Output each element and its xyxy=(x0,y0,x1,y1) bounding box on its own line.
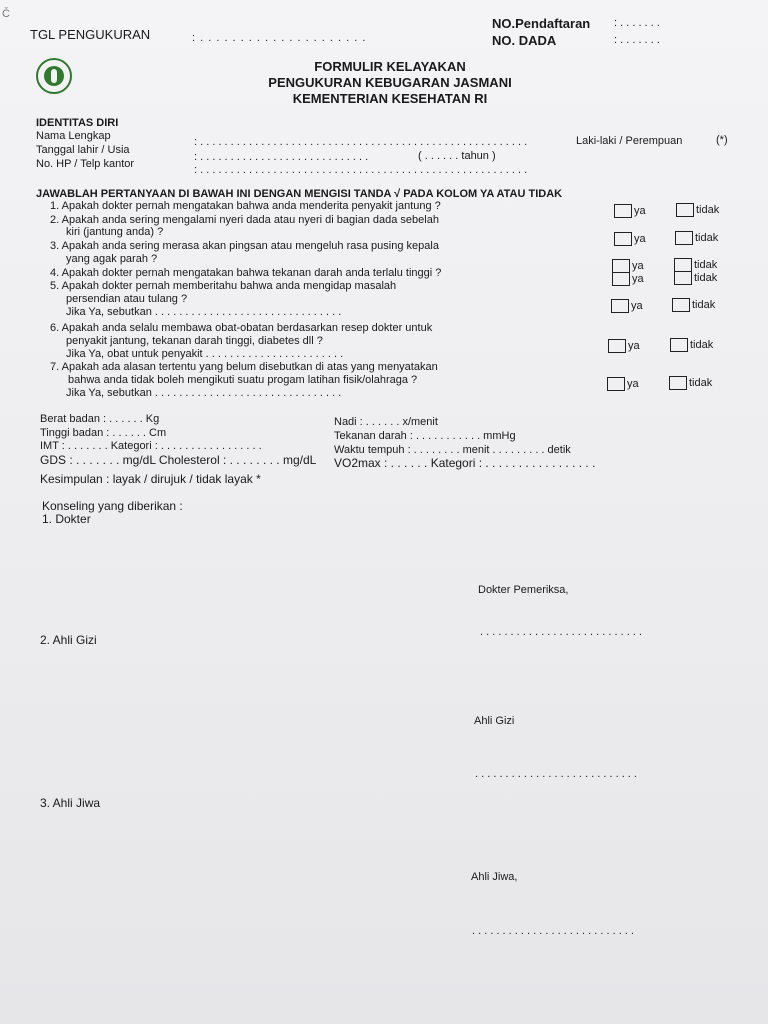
q1-ya-label: ya xyxy=(634,205,646,217)
q2-tidak-label: tidak xyxy=(695,232,719,244)
konseling-item-ahli-jiwa: 3. Ahli Jiwa xyxy=(40,796,101,810)
hp-label: No. HP / Telp kantor xyxy=(36,158,135,170)
signature-line-ahli-jiwa[interactable]: . . . . . . . . . . . . . . . . . . . . . . . . . . . xyxy=(472,925,634,937)
q5-tidak-checkbox[interactable] xyxy=(672,298,690,312)
q6-ya-label: ya xyxy=(628,340,640,352)
no-pendaftaran-field[interactable]: : . . . . . . . xyxy=(614,17,660,29)
question-1: 1. Apakah dokter pernah mengatakan bahwa anda menderita penyakit jantung ? xyxy=(50,200,441,212)
kesimpulan-field[interactable]: Kesimpulan : layak / dirujuk / tidak layak * xyxy=(40,472,261,486)
q5-tidak-label: tidak xyxy=(692,299,716,311)
q7-ya-label: ya xyxy=(627,378,639,390)
tekanan-darah-field[interactable]: Tekanan darah : . . . . . . . . . . . mmHg xyxy=(334,430,516,442)
q4-tidak-checkbox[interactable] xyxy=(674,271,692,285)
question-2-line1: 2. Apakah anda sering mengalami nyeri dada atau nyeri di bagian dada sebelah xyxy=(50,214,439,226)
question-6-line2: penyakit jantung, tekanan darah tinggi, diabetes dll ? xyxy=(66,335,323,347)
q1-ya-checkbox[interactable] xyxy=(614,204,632,218)
q1-tidak-checkbox[interactable] xyxy=(676,203,694,217)
form-title-line3: KEMENTERIAN KESEHATAN RI xyxy=(292,91,488,106)
signature-line-ahli-gizi[interactable]: . . . . . . . . . . . . . . . . . . . . . . . . . . . xyxy=(475,768,637,780)
tgl-pengukuran-label: TGL PENGUKURAN xyxy=(30,27,151,42)
ministry-logo xyxy=(36,58,72,94)
question-7-line3[interactable]: Jika Ya, sebutkan . . . . . . . . . . . . . . . . . . . . . . . . . . . . . . . xyxy=(66,387,342,399)
tanggal-lahir-field[interactable]: : . . . . . . . . . . . . . . . . . . . . . . . . . . . . xyxy=(194,151,369,163)
questions-heading: JAWABLAH PERTANYAAN DI BAWAH INI DENGAN MENGISI TANDA √ PADA KOLOM YA ATAU TIDAK xyxy=(36,188,563,200)
konseling-item-dokter: 1. Dokter xyxy=(42,512,91,526)
q7-tidak-label: tidak xyxy=(689,377,713,389)
form-title-line1: FORMULIR KELAYAKAN xyxy=(314,59,466,74)
gender-note: (*) xyxy=(716,134,728,146)
question-4: 4. Apakah dokter pernah mengatakan bahwa tekanan darah anda terlalu tinggi ? xyxy=(50,267,442,279)
nadi-field[interactable]: Nadi : . . . . . . x/menit xyxy=(334,416,438,428)
q2-ya-checkbox[interactable] xyxy=(614,232,632,246)
signature-label-dokter: Dokter Pemeriksa, xyxy=(478,584,569,596)
question-7-line2: bahwa anda tidak boleh mengikuti suatu progam latihan fisik/olahraga ? xyxy=(68,374,418,386)
nama-field[interactable]: : . . . . . . . . . . . . . . . . . . . . . . . . . . . . . . . . . . . . . . . . . . . . . . . . . . . . . . xyxy=(194,136,528,148)
signature-label-ahli-gizi: Ahli Gizi xyxy=(474,715,515,727)
q4-tidak-label: tidak xyxy=(694,272,718,284)
q6-tidak-checkbox[interactable] xyxy=(670,338,688,352)
question-2-line2: kiri (jantung anda) ? xyxy=(66,226,164,238)
konseling-item-ahli-gizi: 2. Ahli Gizi xyxy=(40,633,97,647)
nama-label: Nama Lengkap xyxy=(36,130,111,142)
question-3-line1: 3. Apakah anda sering merasa akan pingsan atau mengeluh rasa pusing kepala xyxy=(50,240,439,252)
q4-ya-label: ya xyxy=(632,273,644,285)
gds-cholesterol-field[interactable]: GDS : . . . . . . . mg/dL Cholesterol : . . . . . . . . mg/dL xyxy=(40,453,317,467)
q3-tidak-checkbox[interactable] xyxy=(674,258,692,272)
no-pendaftaran-label: NO.Pendaftaran xyxy=(492,16,591,31)
no-dada-label: NO. DADA xyxy=(492,33,557,48)
question-5-line3[interactable]: Jika Ya, sebutkan . . . . . . . . . . . . . . . . . . . . . . . . . . . . . . . xyxy=(66,306,342,318)
q7-ya-checkbox[interactable] xyxy=(607,377,625,391)
signature-line-dokter[interactable]: . . . . . . . . . . . . . . . . . . . . . . . . . . . xyxy=(480,626,642,638)
signature-label-ahli-jiwa: Ahli Jiwa, xyxy=(471,871,518,883)
usia-tahun[interactable]: ( . . . . . . tahun ) xyxy=(418,150,496,162)
tinggi-badan-field[interactable]: Tinggi badan : . . . . . . Cm xyxy=(40,427,167,439)
question-5-line2: persendian atau tulang ? xyxy=(66,293,188,305)
gender-option[interactable]: Laki-laki / Perempuan xyxy=(576,135,683,147)
q3-tidak-label: tidak xyxy=(694,259,718,271)
stray-mark: Č xyxy=(2,8,10,20)
tanggal-lahir-label: Tanggal lahir / Usia xyxy=(36,144,130,156)
q5-ya-checkbox[interactable] xyxy=(611,299,629,313)
q2-tidak-checkbox[interactable] xyxy=(675,231,693,245)
q1-tidak-label: tidak xyxy=(696,204,720,216)
question-5-line1: 5. Apakah dokter pernah memberitahu bahwa anda mengidap masalah xyxy=(50,280,397,292)
question-7-line1: 7. Apakah ada alasan tertentu yang belum disebutkan di atas yang menyatakan xyxy=(50,361,438,373)
q3-ya-checkbox[interactable] xyxy=(612,259,630,273)
no-dada-field[interactable]: : . . . . . . . xyxy=(614,34,660,46)
question-3-line2: yang agak parah ? xyxy=(66,253,158,265)
konseling-heading: Konseling yang diberikan : xyxy=(42,499,183,513)
berat-badan-field[interactable]: Berat badan : . . . . . . Kg xyxy=(40,413,160,425)
q6-tidak-label: tidak xyxy=(690,339,714,351)
tgl-pengukuran-field[interactable]: : . . . . . . . . . . . . . . . . . . . . . xyxy=(192,32,367,44)
q2-ya-label: ya xyxy=(634,233,646,245)
question-6-line1: 6. Apakah anda selalu membawa obat-obatan berdasarkan resep dokter untuk xyxy=(50,322,433,334)
question-6-line3[interactable]: Jika Ya, obat untuk penyakit . . . . . . . . . . . . . . . . . . . . . . . xyxy=(66,348,344,360)
q4-ya-checkbox[interactable] xyxy=(612,272,630,286)
q3-ya-label: ya xyxy=(632,260,644,272)
waktu-tempuh-field[interactable]: Waktu tempuh : . . . . . . . . menit . . . . . . . . . detik xyxy=(334,444,571,456)
q7-tidak-checkbox[interactable] xyxy=(669,376,687,390)
identitas-heading: IDENTITAS DIRI xyxy=(36,117,119,129)
imt-field[interactable]: IMT : . . . . . . . Kategori : . . . . . . . . . . . . . . . . . xyxy=(40,440,262,452)
q6-ya-checkbox[interactable] xyxy=(608,339,626,353)
hp-field[interactable]: : . . . . . . . . . . . . . . . . . . . . . . . . . . . . . . . . . . . . . . . . . . . . . . . . . . . . . . xyxy=(194,164,528,176)
q5-ya-label: ya xyxy=(631,300,643,312)
vo2max-field[interactable]: VO2max : . . . . . . Kategori : . . . . . . . . . . . . . . . . . xyxy=(334,456,596,470)
form-title-line2: PENGUKURAN KEBUGARAN JASMANI xyxy=(268,75,512,90)
